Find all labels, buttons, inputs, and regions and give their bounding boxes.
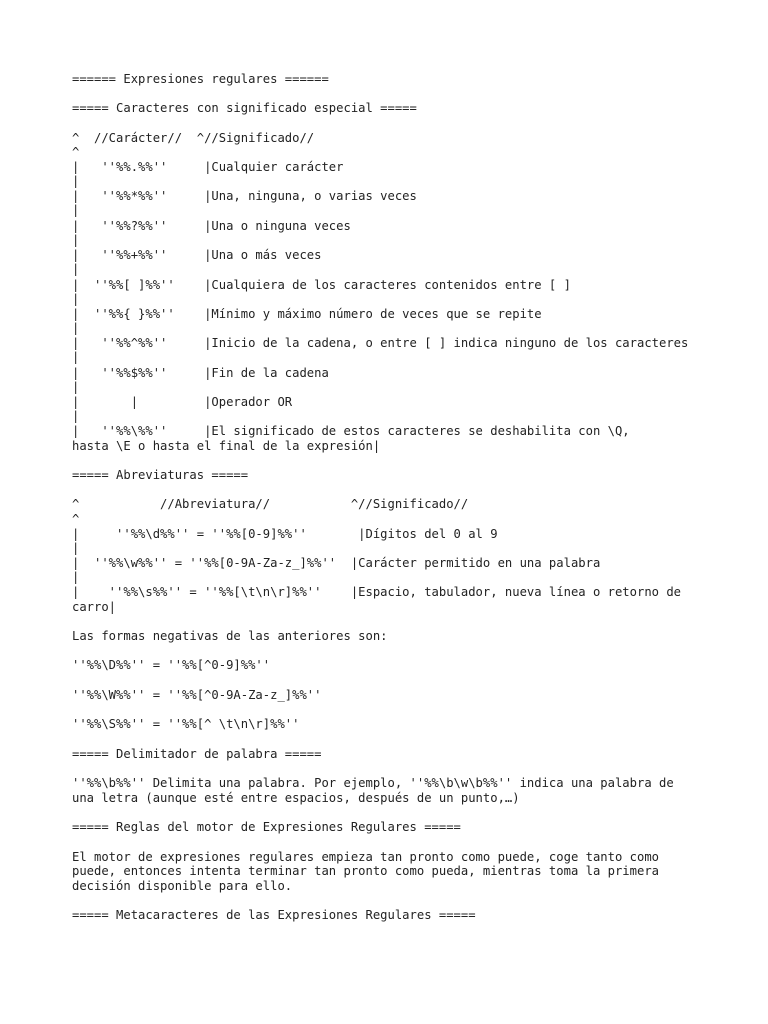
table-marker: ^ <box>72 145 80 159</box>
table-marker: | <box>72 203 80 217</box>
table-row: | ''%%*%%'' |Una, ninguna, o varias veces <box>72 189 417 203</box>
paragraph-line: una letra (aunque esté entre espacios, después de un punto,…) <box>72 791 520 805</box>
table-marker: | <box>72 541 80 555</box>
table-row: | ''%%.%%'' |Cualquier carácter <box>72 160 344 174</box>
table-row: | ''%%[ ]%%'' |Cualquiera de los caracteres contenidos entre [ ] <box>72 278 571 292</box>
paragraph-line: decisión disponible para ello. <box>72 879 293 893</box>
table-row: | ''%%\w%%'' = ''%%[0-9A-Za-z_]%%'' |Carácter permitido en una palabra <box>72 556 601 570</box>
code-line: ''%%\D%%'' = ''%%[^0-9]%%'' <box>72 658 271 672</box>
table-marker: ^ <box>72 512 80 526</box>
table-header: ^ //Abreviatura// ^//Significado// <box>72 497 469 511</box>
heading-expresiones-regulares: ====== Expresiones regulares ====== <box>72 72 329 86</box>
table-marker: | <box>72 262 80 276</box>
heading-reglas-motor: ===== Reglas del motor de Expresiones Regulares ===== <box>72 820 461 834</box>
table-marker: | <box>72 321 80 335</box>
code-line: ''%%\S%%'' = ''%%[^ \t\n\r]%%'' <box>72 717 300 731</box>
table-row: | ''%%$%%'' |Fin de la cadena <box>72 366 329 380</box>
table-row: | ''%%\d%%'' = ''%%[0-9]%%'' |Dígitos del 0 al 9 <box>72 527 498 541</box>
table-marker: | <box>72 233 80 247</box>
heading-abreviaturas: ===== Abreviaturas ===== <box>72 468 249 482</box>
table-row: | ''%%^%%'' |Inicio de la cadena, o entre [ ] indica ninguno de los caracteres <box>72 336 689 350</box>
code-line: ''%%\W%%'' = ''%%[^0-9A-Za-z_]%%'' <box>72 688 322 702</box>
paragraph-line: puede, entonces intenta terminar tan pronto como pueda, mientras toma la primera <box>72 864 659 878</box>
table-row: | ''%%\%%'' |El significado de estos caracteres se deshabilita con \Q, <box>72 424 630 438</box>
table-row: | ''%%{ }%%'' |Mínimo y máximo número de veces que se repite <box>72 307 542 321</box>
table-marker: | <box>72 350 80 364</box>
table-row: | | |Operador OR <box>72 395 293 409</box>
table-marker: | <box>72 409 80 423</box>
paragraph-line: El motor de expresiones regulares empieza tan pronto como puede, coge tanto como <box>72 850 659 864</box>
table-row-continuation: carro| <box>72 600 117 614</box>
table-marker: | <box>72 174 80 188</box>
table-row: | ''%%\s%%'' = ''%%[\t\n\r]%%'' |Espacio, tabulador, nueva línea o retorno de <box>72 585 682 599</box>
table-marker: | <box>72 570 80 584</box>
table-row-continuation: hasta \E o hasta el final de la expresión| <box>72 439 381 453</box>
heading-metacaracteres: ===== Metacaracteres de las Expresiones Regulares ===== <box>72 908 476 922</box>
table-marker: | <box>72 292 80 306</box>
table-marker: | <box>72 380 80 394</box>
table-row: | ''%%+%%'' |Una o más veces <box>72 248 322 262</box>
heading-caracteres-especiales: ===== Caracteres con significado especial ===== <box>72 101 417 115</box>
paragraph-line: ''%%\b%%'' Delimita una palabra. Por ejemplo, ''%%\b\w\b%%'' indica una palabra de <box>72 776 674 790</box>
table-row: | ''%%?%%'' |Una o ninguna veces <box>72 219 351 233</box>
heading-delimitador-palabra: ===== Delimitador de palabra ===== <box>72 747 322 761</box>
table-header: ^ //Carácter// ^//Significado// <box>72 131 315 145</box>
paragraph-formas-negativas: Las formas negativas de las anteriores son: <box>72 629 388 643</box>
